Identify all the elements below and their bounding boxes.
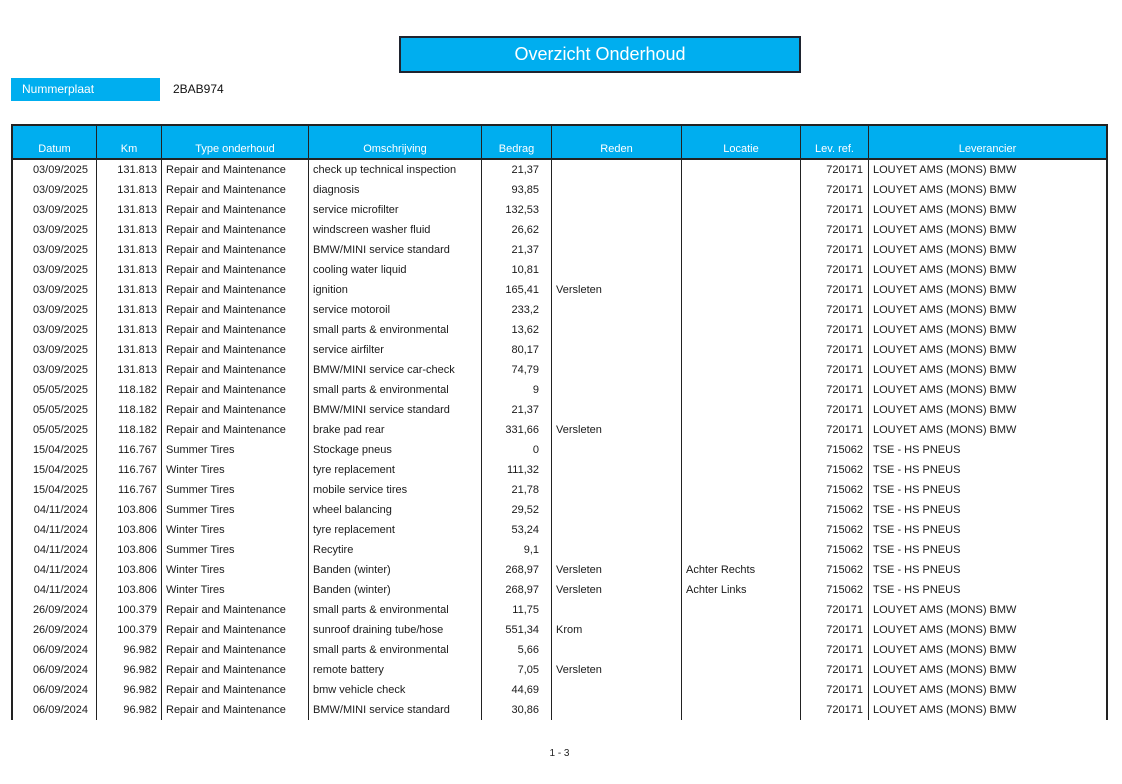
cell-datum: 26/09/2024 — [13, 620, 97, 640]
table-row — [13, 340, 1106, 360]
table-row — [13, 600, 1106, 620]
cell-reden — [552, 480, 682, 500]
cell-locatie — [682, 260, 801, 280]
cell-datum: 03/09/2025 — [13, 220, 97, 240]
cell-locatie: Achter Links — [682, 580, 801, 600]
cell-datum: 04/11/2024 — [13, 560, 97, 580]
cell-reden — [552, 380, 682, 400]
cell-leverancier: LOUYET AMS (MONS) BMW — [873, 204, 1017, 216]
cell-bedrag: 26,62 — [482, 220, 552, 240]
cell-leverancier: LOUYET AMS (MONS) BMW — [873, 304, 1017, 316]
cell-levref: 720171 — [801, 400, 869, 420]
cell-reden — [552, 540, 682, 560]
cell-locatie — [682, 660, 801, 680]
cell-levref: 715062 — [801, 500, 869, 520]
cell-omschrijving: small parts & environmental — [309, 380, 482, 400]
cell-levref: 720171 — [801, 180, 869, 200]
cell-leverancier: LOUYET AMS (MONS) BMW — [873, 284, 1017, 296]
cell-leverancier: TSE - HS PNEUS — [873, 584, 961, 596]
cell-levref: 720171 — [801, 380, 869, 400]
cell-leverancier: LOUYET AMS (MONS) BMW — [873, 244, 1017, 256]
cell-datum: 04/11/2024 — [13, 500, 97, 520]
table-row — [13, 360, 1106, 380]
cell-levref: 720171 — [801, 300, 869, 320]
cell-leverancier: LOUYET AMS (MONS) BMW — [873, 184, 1017, 196]
cell-locatie — [682, 320, 801, 340]
license-plate-label: Nummerplaat — [11, 78, 160, 101]
cell-bedrag: 111,32 — [482, 460, 552, 480]
cell-omschrijving: ignition — [309, 280, 482, 300]
cell-leverancier: LOUYET AMS (MONS) BMW — [873, 324, 1017, 336]
cell-locatie — [682, 380, 801, 400]
cell-levref: 720171 — [801, 420, 869, 440]
cell-type: Winter Tires — [162, 520, 309, 540]
cell-locatie — [682, 160, 801, 180]
cell-km: 131.813 — [97, 360, 162, 380]
cell-levref: 720171 — [801, 640, 869, 660]
cell-levref: 715062 — [801, 460, 869, 480]
cell-type: Repair and Maintenance — [162, 360, 309, 380]
cell-reden — [552, 360, 682, 380]
page-title: Overzicht Onderhoud — [514, 44, 686, 64]
table-row — [13, 240, 1106, 260]
cell-levref: 715062 — [801, 580, 869, 600]
cell-type: Winter Tires — [162, 580, 309, 600]
cell-levref: 720171 — [801, 620, 869, 640]
cell-bedrag: 5,66 — [482, 640, 552, 660]
cell-bedrag: 0 — [482, 440, 552, 460]
cell-type: Repair and Maintenance — [162, 640, 309, 660]
cell-km: 96.982 — [97, 700, 162, 720]
cell-leverancier: LOUYET AMS (MONS) BMW — [873, 664, 1017, 676]
cell-datum: 05/05/2025 — [13, 380, 97, 400]
cell-leverancier: LOUYET AMS (MONS) BMW — [873, 424, 1017, 436]
cell-omschrijving: wheel balancing — [309, 500, 482, 520]
cell-bedrag: 93,85 — [482, 180, 552, 200]
cell-omschrijving: Banden (winter) — [309, 560, 482, 580]
cell-bedrag: 132,53 — [482, 200, 552, 220]
cell-reden — [552, 220, 682, 240]
cell-km: 118.182 — [97, 380, 162, 400]
cell-reden — [552, 600, 682, 620]
cell-km: 103.806 — [97, 500, 162, 520]
cell-locatie — [682, 340, 801, 360]
cell-omschrijving: BMW/MINI service standard — [309, 700, 482, 720]
table-row — [13, 200, 1106, 220]
cell-bedrag: 11,75 — [482, 600, 552, 620]
cell-bedrag: 29,52 — [482, 500, 552, 520]
cell-reden — [552, 240, 682, 260]
cell-reden: Versleten — [552, 560, 682, 580]
cell-km: 116.767 — [97, 480, 162, 500]
cell-datum: 04/11/2024 — [13, 580, 97, 600]
table-row — [13, 220, 1106, 240]
cell-bedrag: 13,62 — [482, 320, 552, 340]
cell-levref: 715062 — [801, 520, 869, 540]
cell-locatie — [682, 620, 801, 640]
cell-datum: 06/09/2024 — [13, 660, 97, 680]
cell-type: Repair and Maintenance — [162, 300, 309, 320]
page-indicator: 1 - 3 — [549, 748, 570, 759]
cell-reden — [552, 340, 682, 360]
cell-km: 96.982 — [97, 680, 162, 700]
cell-reden — [552, 160, 682, 180]
cell-leverancier: LOUYET AMS (MONS) BMW — [873, 364, 1017, 376]
cell-datum: 05/05/2025 — [13, 400, 97, 420]
table-row — [13, 260, 1106, 280]
table-row — [13, 540, 1106, 560]
cell-km: 116.767 — [97, 460, 162, 480]
cell-km: 131.813 — [97, 240, 162, 260]
table-header-row — [13, 126, 1106, 160]
cell-locatie — [682, 280, 801, 300]
table-row — [13, 520, 1106, 540]
cell-locatie — [682, 640, 801, 660]
cell-type: Summer Tires — [162, 440, 309, 460]
cell-omschrijving: Banden (winter) — [309, 580, 482, 600]
cell-km: 131.813 — [97, 300, 162, 320]
table-row — [13, 180, 1106, 200]
cell-bedrag: 551,34 — [482, 620, 552, 640]
cell-levref: 715062 — [801, 480, 869, 500]
table-row — [13, 380, 1106, 400]
cell-type: Repair and Maintenance — [162, 240, 309, 260]
cell-bedrag: 7,05 — [482, 660, 552, 680]
cell-locatie — [682, 220, 801, 240]
table-row — [13, 640, 1106, 660]
cell-bedrag: 268,97 — [482, 560, 552, 580]
cell-reden — [552, 520, 682, 540]
cell-km: 103.806 — [97, 580, 162, 600]
cell-reden — [552, 640, 682, 660]
cell-omschrijving: service microfilter — [309, 200, 482, 220]
cell-omschrijving: windscreen washer fluid — [309, 220, 482, 240]
cell-type: Repair and Maintenance — [162, 600, 309, 620]
cell-omschrijving: sunroof draining tube/hose — [309, 620, 482, 640]
table-body — [13, 160, 1106, 720]
cell-km: 103.806 — [97, 520, 162, 540]
cell-bedrag: 10,81 — [482, 260, 552, 280]
cell-leverancier: LOUYET AMS (MONS) BMW — [873, 404, 1017, 416]
cell-km: 96.982 — [97, 660, 162, 680]
table-row — [13, 320, 1106, 340]
cell-bedrag: 9 — [482, 380, 552, 400]
cell-datum: 03/09/2025 — [13, 280, 97, 300]
cell-levref: 720171 — [801, 360, 869, 380]
cell-type: Repair and Maintenance — [162, 400, 309, 420]
cell-km: 131.813 — [97, 260, 162, 280]
cell-datum: 03/09/2025 — [13, 240, 97, 260]
cell-datum: 06/09/2024 — [13, 700, 97, 720]
cell-omschrijving: cooling water liquid — [309, 260, 482, 280]
cell-levref: 720171 — [801, 680, 869, 700]
cell-omschrijving: Recytire — [309, 540, 482, 560]
cell-type: Repair and Maintenance — [162, 380, 309, 400]
cell-type: Repair and Maintenance — [162, 340, 309, 360]
cell-reden — [552, 180, 682, 200]
cell-omschrijving: brake pad rear — [309, 420, 482, 440]
cell-leverancier: LOUYET AMS (MONS) BMW — [873, 684, 1017, 696]
cell-reden — [552, 320, 682, 340]
table-row — [13, 700, 1106, 720]
cell-omschrijving: small parts & environmental — [309, 600, 482, 620]
cell-bedrag: 21,37 — [482, 240, 552, 260]
cell-omschrijving: small parts & environmental — [309, 640, 482, 660]
table-row — [13, 660, 1106, 680]
cell-type: Repair and Maintenance — [162, 260, 309, 280]
cell-datum: 15/04/2025 — [13, 440, 97, 460]
column-header-datum: Datum — [13, 126, 97, 158]
cell-datum: 04/11/2024 — [13, 540, 97, 560]
cell-locatie — [682, 200, 801, 220]
cell-levref: 720171 — [801, 320, 869, 340]
cell-leverancier: LOUYET AMS (MONS) BMW — [873, 704, 1017, 716]
cell-levref: 720171 — [801, 700, 869, 720]
cell-km: 131.813 — [97, 280, 162, 300]
cell-leverancier: TSE - HS PNEUS — [873, 524, 961, 536]
cell-type: Repair and Maintenance — [162, 280, 309, 300]
cell-locatie: Achter Rechts — [682, 560, 801, 580]
cell-omschrijving: diagnosis — [309, 180, 482, 200]
cell-type: Winter Tires — [162, 560, 309, 580]
cell-reden — [552, 300, 682, 320]
maintenance-table — [11, 124, 1108, 720]
cell-omschrijving: BMW/MINI service standard — [309, 240, 482, 260]
table-row — [13, 280, 1106, 300]
cell-datum: 15/04/2025 — [13, 480, 97, 500]
cell-locatie — [682, 460, 801, 480]
cell-datum: 05/05/2025 — [13, 420, 97, 440]
table-row — [13, 420, 1106, 440]
cell-type: Repair and Maintenance — [162, 200, 309, 220]
cell-levref: 715062 — [801, 560, 869, 580]
cell-bedrag: 74,79 — [482, 360, 552, 380]
cell-datum: 03/09/2025 — [13, 320, 97, 340]
column-header-bedrag: Bedrag — [482, 126, 552, 158]
cell-locatie — [682, 420, 801, 440]
cell-reden — [552, 260, 682, 280]
cell-locatie — [682, 480, 801, 500]
cell-type: Summer Tires — [162, 480, 309, 500]
column-header-omschrijving: Omschrijving — [309, 126, 482, 158]
cell-km: 103.806 — [97, 560, 162, 580]
cell-levref: 715062 — [801, 440, 869, 460]
cell-bedrag: 9,1 — [482, 540, 552, 560]
cell-km: 131.813 — [97, 220, 162, 240]
cell-reden: Versleten — [552, 420, 682, 440]
cell-bedrag: 30,86 — [482, 700, 552, 720]
cell-datum: 03/09/2025 — [13, 200, 97, 220]
cell-omschrijving: BMW/MINI service car-check — [309, 360, 482, 380]
cell-omschrijving: mobile service tires — [309, 480, 482, 500]
cell-bedrag: 268,97 — [482, 580, 552, 600]
table-row — [13, 300, 1106, 320]
table-row — [13, 680, 1106, 700]
table-row — [13, 580, 1106, 600]
cell-type: Repair and Maintenance — [162, 220, 309, 240]
cell-locatie — [682, 240, 801, 260]
cell-reden — [552, 200, 682, 220]
cell-bedrag: 21,37 — [482, 400, 552, 420]
cell-locatie — [682, 520, 801, 540]
table-row — [13, 480, 1106, 500]
cell-datum: 06/09/2024 — [13, 680, 97, 700]
cell-km: 131.813 — [97, 340, 162, 360]
cell-leverancier: TSE - HS PNEUS — [873, 464, 961, 476]
cell-type: Repair and Maintenance — [162, 160, 309, 180]
cell-type: Repair and Maintenance — [162, 320, 309, 340]
cell-type: Repair and Maintenance — [162, 420, 309, 440]
table-row — [13, 560, 1106, 580]
table-row — [13, 160, 1106, 180]
cell-km: 118.182 — [97, 420, 162, 440]
cell-omschrijving: small parts & environmental — [309, 320, 482, 340]
cell-datum: 03/09/2025 — [13, 340, 97, 360]
cell-leverancier: LOUYET AMS (MONS) BMW — [873, 644, 1017, 656]
cell-locatie — [682, 540, 801, 560]
cell-km: 96.982 — [97, 640, 162, 660]
cell-bedrag: 331,66 — [482, 420, 552, 440]
cell-bedrag: 80,17 — [482, 340, 552, 360]
cell-type: Winter Tires — [162, 460, 309, 480]
cell-omschrijving: service airfilter — [309, 340, 482, 360]
cell-levref: 720171 — [801, 260, 869, 280]
cell-datum: 03/09/2025 — [13, 160, 97, 180]
cell-omschrijving: bmw vehicle check — [309, 680, 482, 700]
cell-datum: 26/09/2024 — [13, 600, 97, 620]
cell-levref: 720171 — [801, 220, 869, 240]
cell-bedrag: 21,78 — [482, 480, 552, 500]
cell-datum: 03/09/2025 — [13, 300, 97, 320]
cell-km: 118.182 — [97, 400, 162, 420]
cell-omschrijving: tyre replacement — [309, 460, 482, 480]
cell-bedrag: 53,24 — [482, 520, 552, 540]
cell-leverancier: LOUYET AMS (MONS) BMW — [873, 624, 1017, 636]
cell-omschrijving: service motoroil — [309, 300, 482, 320]
cell-type: Summer Tires — [162, 540, 309, 560]
cell-reden — [552, 680, 682, 700]
cell-leverancier: LOUYET AMS (MONS) BMW — [873, 224, 1017, 236]
column-header-km: Km — [97, 126, 162, 158]
cell-km: 100.379 — [97, 620, 162, 640]
cell-leverancier: TSE - HS PNEUS — [873, 484, 961, 496]
cell-locatie — [682, 360, 801, 380]
cell-locatie — [682, 600, 801, 620]
cell-reden — [552, 700, 682, 720]
cell-reden — [552, 460, 682, 480]
cell-omschrijving: tyre replacement — [309, 520, 482, 540]
cell-leverancier: TSE - HS PNEUS — [873, 544, 961, 556]
cell-reden: Versleten — [552, 280, 682, 300]
cell-levref: 720171 — [801, 240, 869, 260]
cell-omschrijving: Stockage pneus — [309, 440, 482, 460]
column-header-locatie: Locatie — [682, 126, 801, 158]
cell-locatie — [682, 680, 801, 700]
cell-type: Repair and Maintenance — [162, 620, 309, 640]
cell-leverancier: TSE - HS PNEUS — [873, 444, 961, 456]
cell-locatie — [682, 400, 801, 420]
cell-km: 131.813 — [97, 320, 162, 340]
table-row — [13, 500, 1106, 520]
table-row — [13, 620, 1106, 640]
cell-datum: 03/09/2025 — [13, 360, 97, 380]
cell-bedrag: 233,2 — [482, 300, 552, 320]
cell-levref: 720171 — [801, 280, 869, 300]
cell-levref: 720171 — [801, 200, 869, 220]
cell-bedrag: 44,69 — [482, 680, 552, 700]
cell-omschrijving: BMW/MINI service standard — [309, 400, 482, 420]
column-header-leverancier: Leverancier — [958, 143, 1017, 155]
cell-reden: Versleten — [552, 660, 682, 680]
cell-datum: 03/09/2025 — [13, 260, 97, 280]
cell-locatie — [682, 440, 801, 460]
cell-reden — [552, 440, 682, 460]
table-row — [13, 440, 1106, 460]
cell-reden: Krom — [552, 620, 682, 640]
column-header-type: Type onderhoud — [162, 126, 309, 158]
cell-reden — [552, 500, 682, 520]
cell-km: 100.379 — [97, 600, 162, 620]
cell-km: 131.813 — [97, 160, 162, 180]
cell-omschrijving: check up technical inspection — [309, 160, 482, 180]
cell-levref: 720171 — [801, 660, 869, 680]
cell-leverancier: LOUYET AMS (MONS) BMW — [873, 344, 1017, 356]
cell-leverancier: LOUYET AMS (MONS) BMW — [873, 384, 1017, 396]
cell-locatie — [682, 700, 801, 720]
cell-reden — [552, 400, 682, 420]
cell-levref: 720171 — [801, 600, 869, 620]
cell-locatie — [682, 500, 801, 520]
cell-km: 103.806 — [97, 540, 162, 560]
cell-km: 131.813 — [97, 200, 162, 220]
cell-leverancier: TSE - HS PNEUS — [873, 564, 961, 576]
cell-leverancier: LOUYET AMS (MONS) BMW — [873, 164, 1017, 176]
cell-type: Repair and Maintenance — [162, 680, 309, 700]
cell-type: Repair and Maintenance — [162, 660, 309, 680]
cell-datum: 15/04/2025 — [13, 460, 97, 480]
table-row — [13, 460, 1106, 480]
cell-leverancier: LOUYET AMS (MONS) BMW — [873, 264, 1017, 276]
cell-levref: 720171 — [801, 160, 869, 180]
cell-bedrag: 165,41 — [482, 280, 552, 300]
cell-reden: Versleten — [552, 580, 682, 600]
report-title-banner — [399, 36, 801, 73]
cell-leverancier: LOUYET AMS (MONS) BMW — [873, 604, 1017, 616]
cell-km: 131.813 — [97, 180, 162, 200]
column-header-levref: Lev. ref. — [801, 126, 869, 158]
column-header-reden: Reden — [552, 126, 682, 158]
cell-km: 116.767 — [97, 440, 162, 460]
cell-type: Summer Tires — [162, 500, 309, 520]
cell-datum: 04/11/2024 — [13, 520, 97, 540]
table-row — [13, 400, 1106, 420]
cell-locatie — [682, 180, 801, 200]
cell-locatie — [682, 300, 801, 320]
cell-type: Repair and Maintenance — [162, 180, 309, 200]
cell-bedrag: 21,37 — [482, 160, 552, 180]
cell-leverancier: TSE - HS PNEUS — [873, 504, 961, 516]
cell-datum: 03/09/2025 — [13, 180, 97, 200]
cell-datum: 06/09/2024 — [13, 640, 97, 660]
cell-type: Repair and Maintenance — [162, 700, 309, 720]
cell-omschrijving: remote battery — [309, 660, 482, 680]
cell-levref: 720171 — [801, 340, 869, 360]
license-plate-value: 2BAB974 — [173, 82, 224, 96]
cell-levref: 715062 — [801, 540, 869, 560]
